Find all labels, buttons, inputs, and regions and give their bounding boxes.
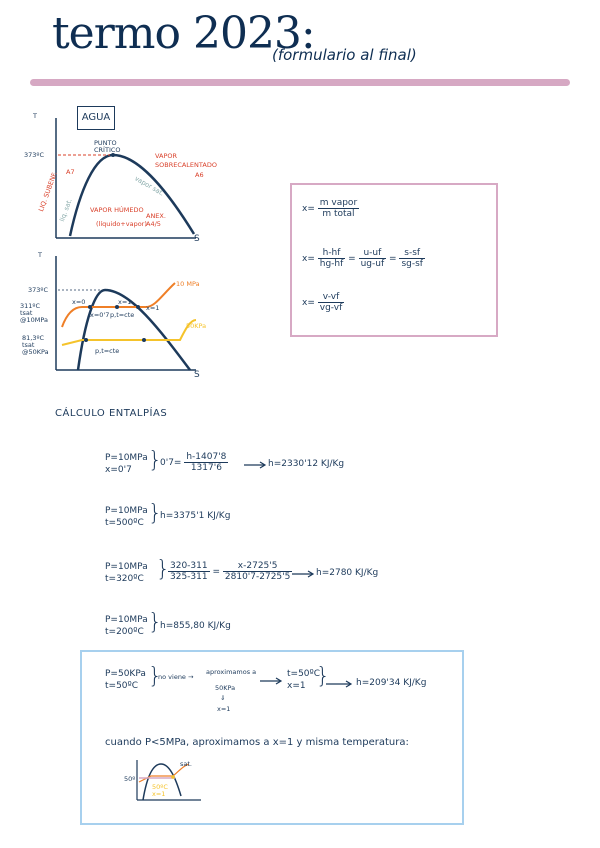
numerator: u-uf: [359, 248, 387, 259]
numerator: h-hf: [318, 248, 346, 259]
given-p: P=10MPa: [105, 506, 148, 516]
calc2-result: h=3375'1 KJ/Kg: [160, 511, 231, 521]
fraction: [318, 292, 345, 313]
calc4-result: h=855,80 KJ/Kg: [160, 621, 231, 631]
given-t: t=320ºC: [105, 574, 144, 584]
label-s2: S: [194, 370, 200, 380]
formula-x-volume: [302, 292, 344, 313]
calc5-x: x=1: [217, 705, 231, 713]
denominator: hg-hf: [319, 259, 344, 269]
label-x1-top: x=1: [118, 298, 132, 306]
approximation-note: cuando P<5MPa, aproximamos a x=1 y misma temperatura:: [105, 737, 409, 748]
label-s: S: [194, 234, 200, 244]
given-t: t=50ºC: [105, 681, 139, 691]
equals: =: [212, 567, 221, 577]
calc1-given: [105, 452, 148, 476]
label-ptcte-2: p,t=cte: [95, 347, 120, 355]
point-x0: [88, 305, 92, 309]
label-x1-right: x=1: [146, 304, 160, 312]
given-p: P=10MPa: [105, 453, 148, 463]
formula-x-properties: [302, 248, 425, 269]
equals: =: [348, 254, 356, 264]
calc5-note: no viene →: [158, 673, 194, 681]
given-t: t=200ºC: [105, 627, 144, 637]
target-t: t=50ºC: [287, 669, 321, 679]
formula-x-mass: [302, 198, 359, 219]
label-t: T: [33, 112, 37, 120]
fraction-t: [168, 561, 210, 582]
label-vapor-sobrecalentado: VAPOR SOBRECALENTADO: [155, 152, 217, 169]
calc5-approx: aproximamos a: [206, 668, 257, 676]
denominator: 1317'6: [190, 463, 222, 473]
label-t2: T: [38, 251, 42, 259]
calc5-down-icon: ⇓: [220, 694, 226, 702]
label-10mpa: 10 MPa: [176, 280, 200, 288]
fraction-h: [223, 561, 292, 582]
calc2-given: [105, 505, 148, 529]
fraction-u: [359, 248, 387, 269]
calc3-given: [105, 561, 148, 585]
denominator: vg-vf: [319, 303, 343, 313]
brace: }: [148, 610, 162, 635]
label-a7: A7: [66, 168, 75, 176]
equals: =: [389, 254, 397, 264]
label-a6: A6: [195, 171, 204, 179]
calc5-given: [105, 668, 146, 692]
numerator: 320-311: [170, 561, 208, 571]
brace: }: [148, 664, 162, 689]
label-373-2: 373ºC: [28, 286, 49, 294]
saturation-dome-2: [78, 290, 190, 370]
given-p: P=50KPa: [105, 669, 146, 679]
label-liquido: LIQ. SUBENF.: [37, 170, 59, 213]
given-p: P=10MPa: [105, 562, 148, 572]
point-low-x1: [142, 338, 146, 342]
point-x1: [136, 305, 140, 309]
label-vapor-humedo: VAPOR HÚMEDO: [90, 206, 144, 214]
mini-point: [171, 775, 175, 779]
given-t: t=500ºC: [105, 518, 144, 528]
formula-lhs: x=: [302, 204, 315, 214]
given-p: P=10MPa: [105, 615, 148, 625]
label-x0: x=0: [72, 298, 86, 306]
numerator: v-vf: [318, 292, 345, 303]
numerator: s-sf: [399, 248, 425, 259]
arrow-icon: [292, 570, 316, 578]
arrow-icon: [244, 461, 268, 469]
label-311: 311ºC tsat @10MPa: [20, 302, 48, 324]
numerator: m vapor: [319, 198, 358, 208]
denominator: sg-sf: [401, 259, 423, 269]
mini-50: 50º: [124, 775, 136, 783]
fraction-h: [318, 248, 346, 269]
label-anexos: ANEX. A4/5: [146, 212, 166, 228]
label-50kpa: 50KPa: [186, 322, 207, 330]
denominator: ug-uf: [360, 259, 385, 269]
label-vapor-sat: vapor sat.: [133, 174, 166, 198]
section-heading: CÁLCULO ENTALPÍAS: [55, 408, 168, 419]
arrow-icon: [326, 680, 354, 688]
brace: }: [316, 664, 330, 689]
brace: }: [156, 557, 170, 582]
label-x07: x=0'7: [90, 311, 110, 319]
label-81: 81,3ºC tsat @50KPa: [22, 334, 49, 356]
arrow-icon: [260, 677, 284, 685]
fraction: [184, 452, 228, 473]
calc3-eq: [168, 561, 292, 582]
calc5-result: h=209'34 KJ/Kg: [356, 678, 427, 688]
point-low-x0: [84, 338, 88, 342]
denominator: 325-311: [170, 572, 208, 582]
denominator: 2810'7-2725'5: [224, 572, 291, 582]
mini-50b: 50ºC: [152, 783, 168, 791]
brace: }: [148, 448, 162, 473]
mini-sat: sat.: [180, 760, 192, 768]
title-underline: [30, 79, 570, 86]
mini-ts-diagram: [125, 756, 215, 806]
label-punto-critico: PUNTO CRÍTICO: [94, 139, 121, 154]
formula-lhs: x=: [302, 298, 315, 308]
page-title: termo 2023:: [52, 8, 315, 59]
label-liq-sat: liq. sat.: [58, 197, 74, 223]
lhs: 0'7=: [160, 458, 182, 468]
agua-label: AGUA: [77, 106, 115, 130]
calc3-result: h=2780 KJ/Kg: [316, 568, 379, 578]
mini-x1: x=1: [152, 790, 166, 798]
numerator: x-2725'5: [223, 561, 292, 572]
label-ptcte-1: p,t=cte: [110, 311, 135, 319]
page-subtitle: (formulario al final): [272, 46, 417, 64]
calc1-result: h=2330'12 KJ/Kg: [268, 459, 345, 469]
target-x: x=1: [287, 681, 306, 691]
label-liquido-vapor: (líquido+vapor): [96, 220, 147, 228]
calc1-eq: [160, 452, 228, 473]
numerator: h-1407'8: [186, 452, 227, 462]
denominator: m total: [322, 209, 355, 219]
fraction-s: [399, 248, 425, 269]
fraction: [318, 198, 359, 219]
given-x: x=0'7: [105, 465, 132, 475]
calc4-given: [105, 614, 148, 638]
calc5-pressure: 50KPa: [215, 684, 236, 692]
formula-lhs: x=: [302, 254, 315, 264]
label-373: 373ºC: [24, 151, 45, 159]
brace: }: [148, 501, 162, 526]
